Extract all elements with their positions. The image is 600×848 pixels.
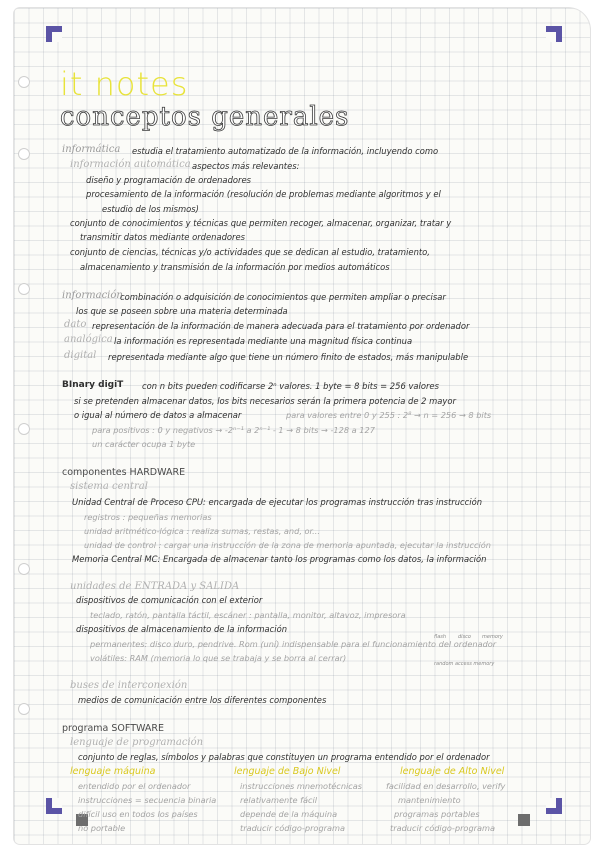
software-def: conjunto de reglas, símbolos y palabras que constituyen un programa entendido por el ordenador [78,752,490,762]
def-dato: representación de la información de manera adecuada para el tratamiento por ordenador [92,321,470,331]
binder-hole [18,76,30,88]
term-dato: dato [64,319,87,330]
storage-volatile: volátiles: RAM (memoria lo que se trabaja y se borra al cerrar) [90,653,347,663]
def-automatica: aspectos más relevantes: [192,161,300,171]
cpu-detail: unidad aritmético-lógica : realiza sumas, restas, and, or... [84,526,320,536]
column-item: mantenimiento [398,795,461,805]
column-item: traducir código-programa [240,823,346,833]
term-binary-digit: BInary digiT [62,380,124,390]
hardware-heading: componentes HARDWARE [62,467,186,478]
column-item: programas portables [394,809,480,819]
binary-note: un carácter ocupa 1 byte [92,439,196,449]
subheading: lenguaje de programación [70,737,204,748]
column-item: traducir código-programa [390,823,496,833]
cpu-detail: unidad de control : cargar una instrucción de la zona de memoria apuntada, ejecutar la instrucción [84,540,491,550]
column-item: facilidad en desarrollo, verify [386,781,506,791]
term-informatica: informática [62,144,121,155]
cpu-detail: registros : pequeñas memorias [84,512,212,522]
page-subtitle: conceptos generales [60,102,350,132]
memory-text: Memoria Central MC: Encargada de almacenar tanto los programas como los datos, la información [72,554,487,564]
term-analogica: analógica [64,334,113,345]
storage-permanent: permanentes: disco duro, pendrive. Rom (uní) indispensable para el funcionamiento del ordenador [90,639,497,649]
annotation: memory [482,634,503,640]
subheading: unidades de ENTRADA y SALIDA [70,581,240,592]
def-analogica: la información es representada mediante una magnitud física continua [114,336,413,346]
subheading: buses de interconexión [70,680,188,691]
annotation: flash [434,634,447,640]
term-informacion: información [62,290,123,301]
def-digital: representada mediante algo que tiene un número finito de estados, más manipulable [108,352,469,362]
annotation: random access memory [434,661,495,667]
binary-note: para valores entre 0 y 255 : 2⁸ → n = 256 → 8 bits [286,410,492,420]
column-item: difícil uso en todos los países [78,809,198,819]
cpu-text: Unidad Central de Proceso CPU: encargada de ejecutar los programas instrucción tras instrucción [72,497,483,507]
bullet-text: diseño y programación de ordenadores [86,175,251,185]
definition-text: almacenamiento y transmisión de la información por medios automáticos [80,262,390,272]
column-item: depende de la máquina [240,809,338,819]
definition-text: conjunto de conocimientos y técnicas que permiten recoger, almacenar, organizar, tratar y [70,218,452,228]
def-binary-digit: con n bits pueden codificarse 2ⁿ valores. 1 byte = 8 bits = 256 valores [142,381,439,391]
column-item: instrucciones mnemotécnicas [240,781,363,791]
def-informacion: combinación o adquisición de conocimientos que permiten ampliar o precisar [120,292,446,302]
bullet-text: estudio de los mismos) [102,204,199,214]
definition-text: conjunto de ciencias, técnicas y/o actividades que se dedican al estudio, tratamiento, [70,247,430,257]
corner-mark-icon [546,26,562,42]
io-heading: dispositivos de comunicación con el exterior [76,595,263,605]
definition-text: transmitir datos mediante ordenadores [80,232,245,242]
column-item: relativamente fácil [240,795,318,805]
column-item: no portable [78,823,126,833]
annotation: disco [458,634,471,640]
column-title: lenguaje máquina [70,766,156,777]
page-title: it notes [60,65,189,103]
square-mark-icon [518,814,530,826]
subheading: sistema central [70,481,148,492]
binder-hole [18,283,30,295]
binder-hole [18,703,30,715]
binary-line: si se pretenden almacenar datos, los bits necesarios serán la primera potencia de 2 mayor [74,396,456,406]
bus-text: medios de comunicación entre los diferentes componentes [78,695,327,705]
def-informatica: estudia el tratamiento automatizado de la información, incluyendo como [132,146,439,156]
corner-mark-icon [46,26,62,42]
column-item: entendido por el ordenador [78,781,191,791]
column-title: lenguaje de Alto Nivel [400,766,505,777]
column-item: instrucciones = secuencia binaria [78,795,217,805]
io-list: teclado, ratón, pantalla táctil, escáner : pantalla, monitor, altavoz, impresora [90,610,406,620]
binder-hole [18,563,30,575]
corner-mark-icon [46,798,62,814]
corner-mark-icon [546,798,562,814]
bullet-text: procesamiento de la información (resolución de problemas mediante algoritmos y el [86,189,441,199]
binder-hole [18,423,30,435]
binder-hole [18,148,30,160]
software-heading: programa SOFTWARE [62,723,164,734]
term-automatica: información automática [70,159,191,170]
def-informacion-cont: los que se poseen sobre una materia determinada [76,306,288,316]
column-title: lenguaje de Bajo Nivel [234,766,341,777]
storage-heading: dispositivos de almacenamiento de la información [76,624,288,634]
binary-line: o igual al número de datos a almacenar [74,410,242,420]
term-digital: digital [64,350,97,361]
notebook-page [14,8,590,844]
binary-note: para positivos : 0 y negativos → -2ⁿ⁻¹ a 2ⁿ⁻¹ - 1 → 8 bits → -128 a 127 [92,425,375,435]
